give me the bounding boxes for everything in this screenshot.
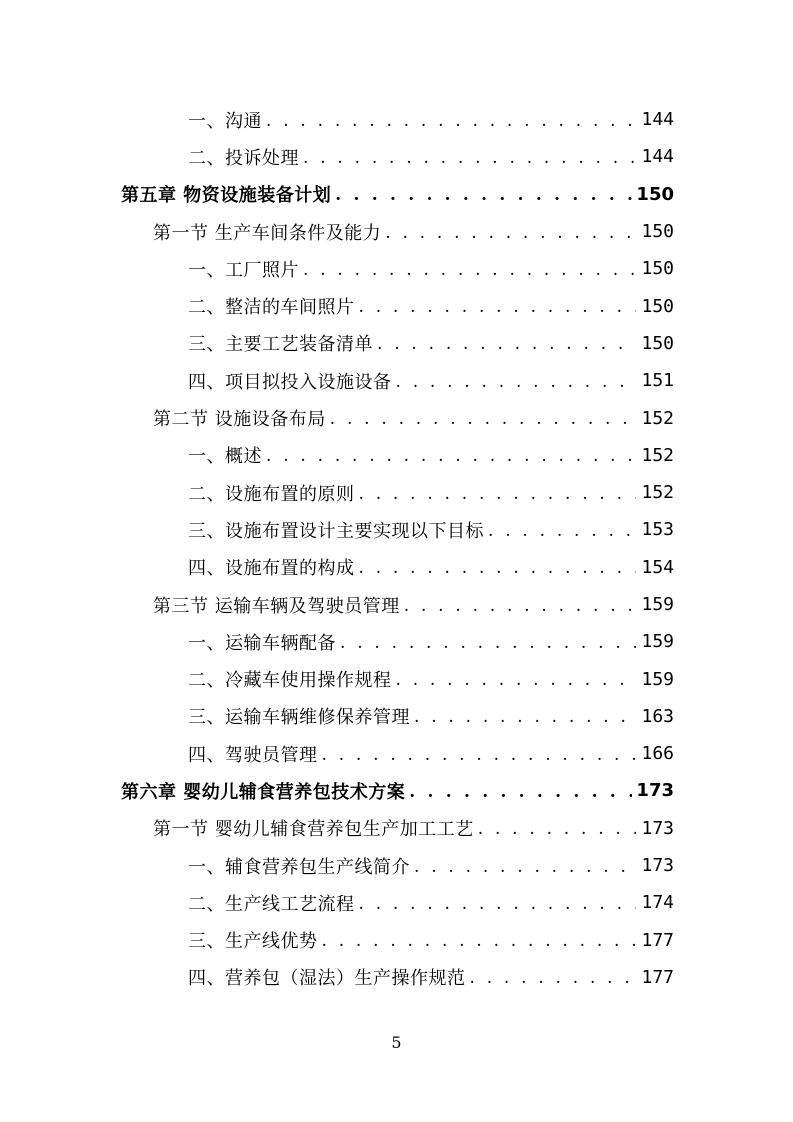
toc-dot-leader bbox=[396, 670, 637, 690]
toc-entry-page-number: 177 bbox=[641, 966, 674, 988]
toc-dot-leader bbox=[266, 446, 636, 466]
toc-dot-leader bbox=[359, 558, 637, 578]
toc-entry-page-number: 150 bbox=[641, 295, 674, 317]
toc-entry-section[interactable] bbox=[0, 810, 793, 847]
toc-entry-page-number: 177 bbox=[641, 929, 674, 951]
toc-entry-title: 第五章 物资设施装备计划 bbox=[121, 185, 332, 207]
toc-entry-page-number: 144 bbox=[641, 109, 674, 131]
toc-entry-chapter[interactable] bbox=[0, 176, 793, 213]
toc-entry-item[interactable] bbox=[0, 362, 793, 399]
toc-entry-page-number: 150 bbox=[641, 332, 674, 354]
toc-entry-item[interactable] bbox=[0, 549, 793, 586]
toc-entry-section[interactable] bbox=[0, 213, 793, 250]
toc-dot-leader bbox=[322, 745, 637, 765]
toc-entry-item[interactable] bbox=[0, 250, 793, 287]
toc-entry-item[interactable] bbox=[0, 325, 793, 362]
toc-entry-page-number: 151 bbox=[641, 370, 674, 392]
toc-entry-title: 三、生产线优势 bbox=[188, 931, 318, 953]
toc-entry-title: 第一节 生产车间条件及能力 bbox=[153, 222, 382, 244]
toc-entry-page-number: 150 bbox=[641, 258, 674, 280]
toc-dot-leader bbox=[414, 707, 636, 727]
toc-dot-leader bbox=[359, 297, 637, 317]
toc-entry-title: 二、冷藏车使用操作规程 bbox=[188, 670, 392, 692]
toc-entry-page-number: 174 bbox=[641, 892, 674, 914]
toc-dot-leader bbox=[322, 931, 637, 951]
toc-entry-page-number: 152 bbox=[641, 407, 674, 429]
toc-entry-item[interactable] bbox=[0, 474, 793, 511]
toc-entry-title: 四、营养包（湿法）生产操作规范 bbox=[188, 968, 466, 990]
table-of-contents bbox=[0, 101, 793, 996]
toc-entry-title: 四、设施布置的构成 bbox=[188, 558, 355, 580]
toc-entry-title: 四、项目拟投入设施设备 bbox=[188, 371, 392, 393]
toc-entry-page-number: 150 bbox=[641, 221, 674, 243]
toc-dot-leader bbox=[404, 596, 636, 616]
toc-entry-item[interactable] bbox=[0, 511, 793, 548]
toc-entry-item[interactable] bbox=[0, 623, 793, 660]
toc-entry-page-number: 152 bbox=[641, 482, 674, 504]
toc-entry-item[interactable] bbox=[0, 437, 793, 474]
toc-entry-item[interactable] bbox=[0, 287, 793, 324]
toc-entry-page-number: 173 bbox=[641, 855, 674, 877]
toc-entry-title: 一、运输车辆配备 bbox=[188, 632, 336, 654]
toc-dot-leader bbox=[377, 334, 636, 354]
toc-entry-page-number: 154 bbox=[641, 556, 674, 578]
toc-entry-item[interactable] bbox=[0, 138, 793, 175]
toc-dot-leader bbox=[359, 484, 637, 504]
toc-entry-page-number: 166 bbox=[641, 743, 674, 765]
toc-dot-leader bbox=[396, 372, 637, 392]
toc-dot-leader bbox=[340, 633, 636, 653]
toc-entry-title: 二、设施布置的原则 bbox=[188, 483, 355, 505]
toc-entry-item[interactable] bbox=[0, 922, 793, 959]
toc-entry-title: 四、驾驶员管理 bbox=[188, 744, 318, 766]
toc-entry-item[interactable] bbox=[0, 847, 793, 884]
toc-entry-page-number: 150 bbox=[636, 183, 674, 205]
toc-dot-leader bbox=[303, 260, 636, 280]
toc-dot-leader bbox=[470, 968, 637, 988]
toc-entry-chapter[interactable] bbox=[0, 772, 793, 809]
toc-entry-page-number: 163 bbox=[641, 705, 674, 727]
toc-entry-page-number: 144 bbox=[641, 146, 674, 168]
toc-entry-title: 第三节 运输车辆及驾驶员管理 bbox=[153, 595, 400, 617]
toc-entry-item[interactable] bbox=[0, 698, 793, 735]
toc-entry-section[interactable] bbox=[0, 586, 793, 623]
toc-entry-page-number: 159 bbox=[641, 594, 674, 615]
toc-dot-leader bbox=[488, 521, 636, 541]
toc-entry-item[interactable] bbox=[0, 884, 793, 921]
toc-dot-leader bbox=[303, 148, 636, 168]
toc-dot-leader bbox=[409, 782, 632, 802]
toc-dot-leader bbox=[359, 894, 637, 914]
toc-entry-title: 三、设施布置设计主要实现以下目标 bbox=[188, 520, 484, 542]
toc-entry-item[interactable] bbox=[0, 959, 793, 996]
toc-entry-page-number: 152 bbox=[641, 444, 674, 466]
toc-entry-page-number: 159 bbox=[641, 631, 674, 653]
toc-dot-leader bbox=[414, 857, 636, 877]
toc-dot-leader bbox=[266, 111, 636, 131]
toc-entry-title: 三、主要工艺装备清单 bbox=[188, 334, 373, 356]
toc-dot-leader bbox=[385, 223, 636, 243]
toc-dot-leader bbox=[330, 409, 636, 429]
toc-entry-item[interactable] bbox=[0, 101, 793, 138]
toc-entry-page-number: 153 bbox=[641, 519, 674, 541]
toc-entry-title: 第一节 婴幼儿辅食营养包生产加工工艺 bbox=[153, 819, 474, 841]
toc-entry-item[interactable] bbox=[0, 660, 793, 697]
toc-entry-title: 一、沟通 bbox=[188, 110, 262, 132]
toc-dot-leader bbox=[335, 185, 632, 205]
toc-entry-section[interactable] bbox=[0, 399, 793, 436]
toc-entry-title: 二、整洁的车间照片 bbox=[188, 297, 355, 319]
toc-entry-title: 一、辅食营养包生产线简介 bbox=[188, 856, 410, 878]
toc-entry-title: 三、运输车辆维修保养管理 bbox=[188, 707, 410, 729]
toc-entry-title: 一、概述 bbox=[188, 446, 262, 468]
toc-entry-item[interactable] bbox=[0, 735, 793, 772]
toc-entry-title: 二、生产线工艺流程 bbox=[188, 893, 355, 915]
toc-entry-page-number: 173 bbox=[641, 817, 674, 839]
toc-entry-title: 第二节 设施设备布局 bbox=[153, 409, 326, 431]
toc-entry-title: 一、工厂照片 bbox=[188, 259, 299, 281]
page-number: 5 bbox=[391, 1033, 402, 1052]
toc-entry-title: 第六章 婴幼儿辅食营养包技术方案 bbox=[121, 781, 406, 803]
toc-entry-page-number: 159 bbox=[641, 668, 674, 690]
toc-dot-leader bbox=[478, 819, 636, 839]
toc-entry-title: 二、投诉处理 bbox=[188, 147, 299, 169]
toc-entry-page-number: 173 bbox=[636, 780, 674, 802]
